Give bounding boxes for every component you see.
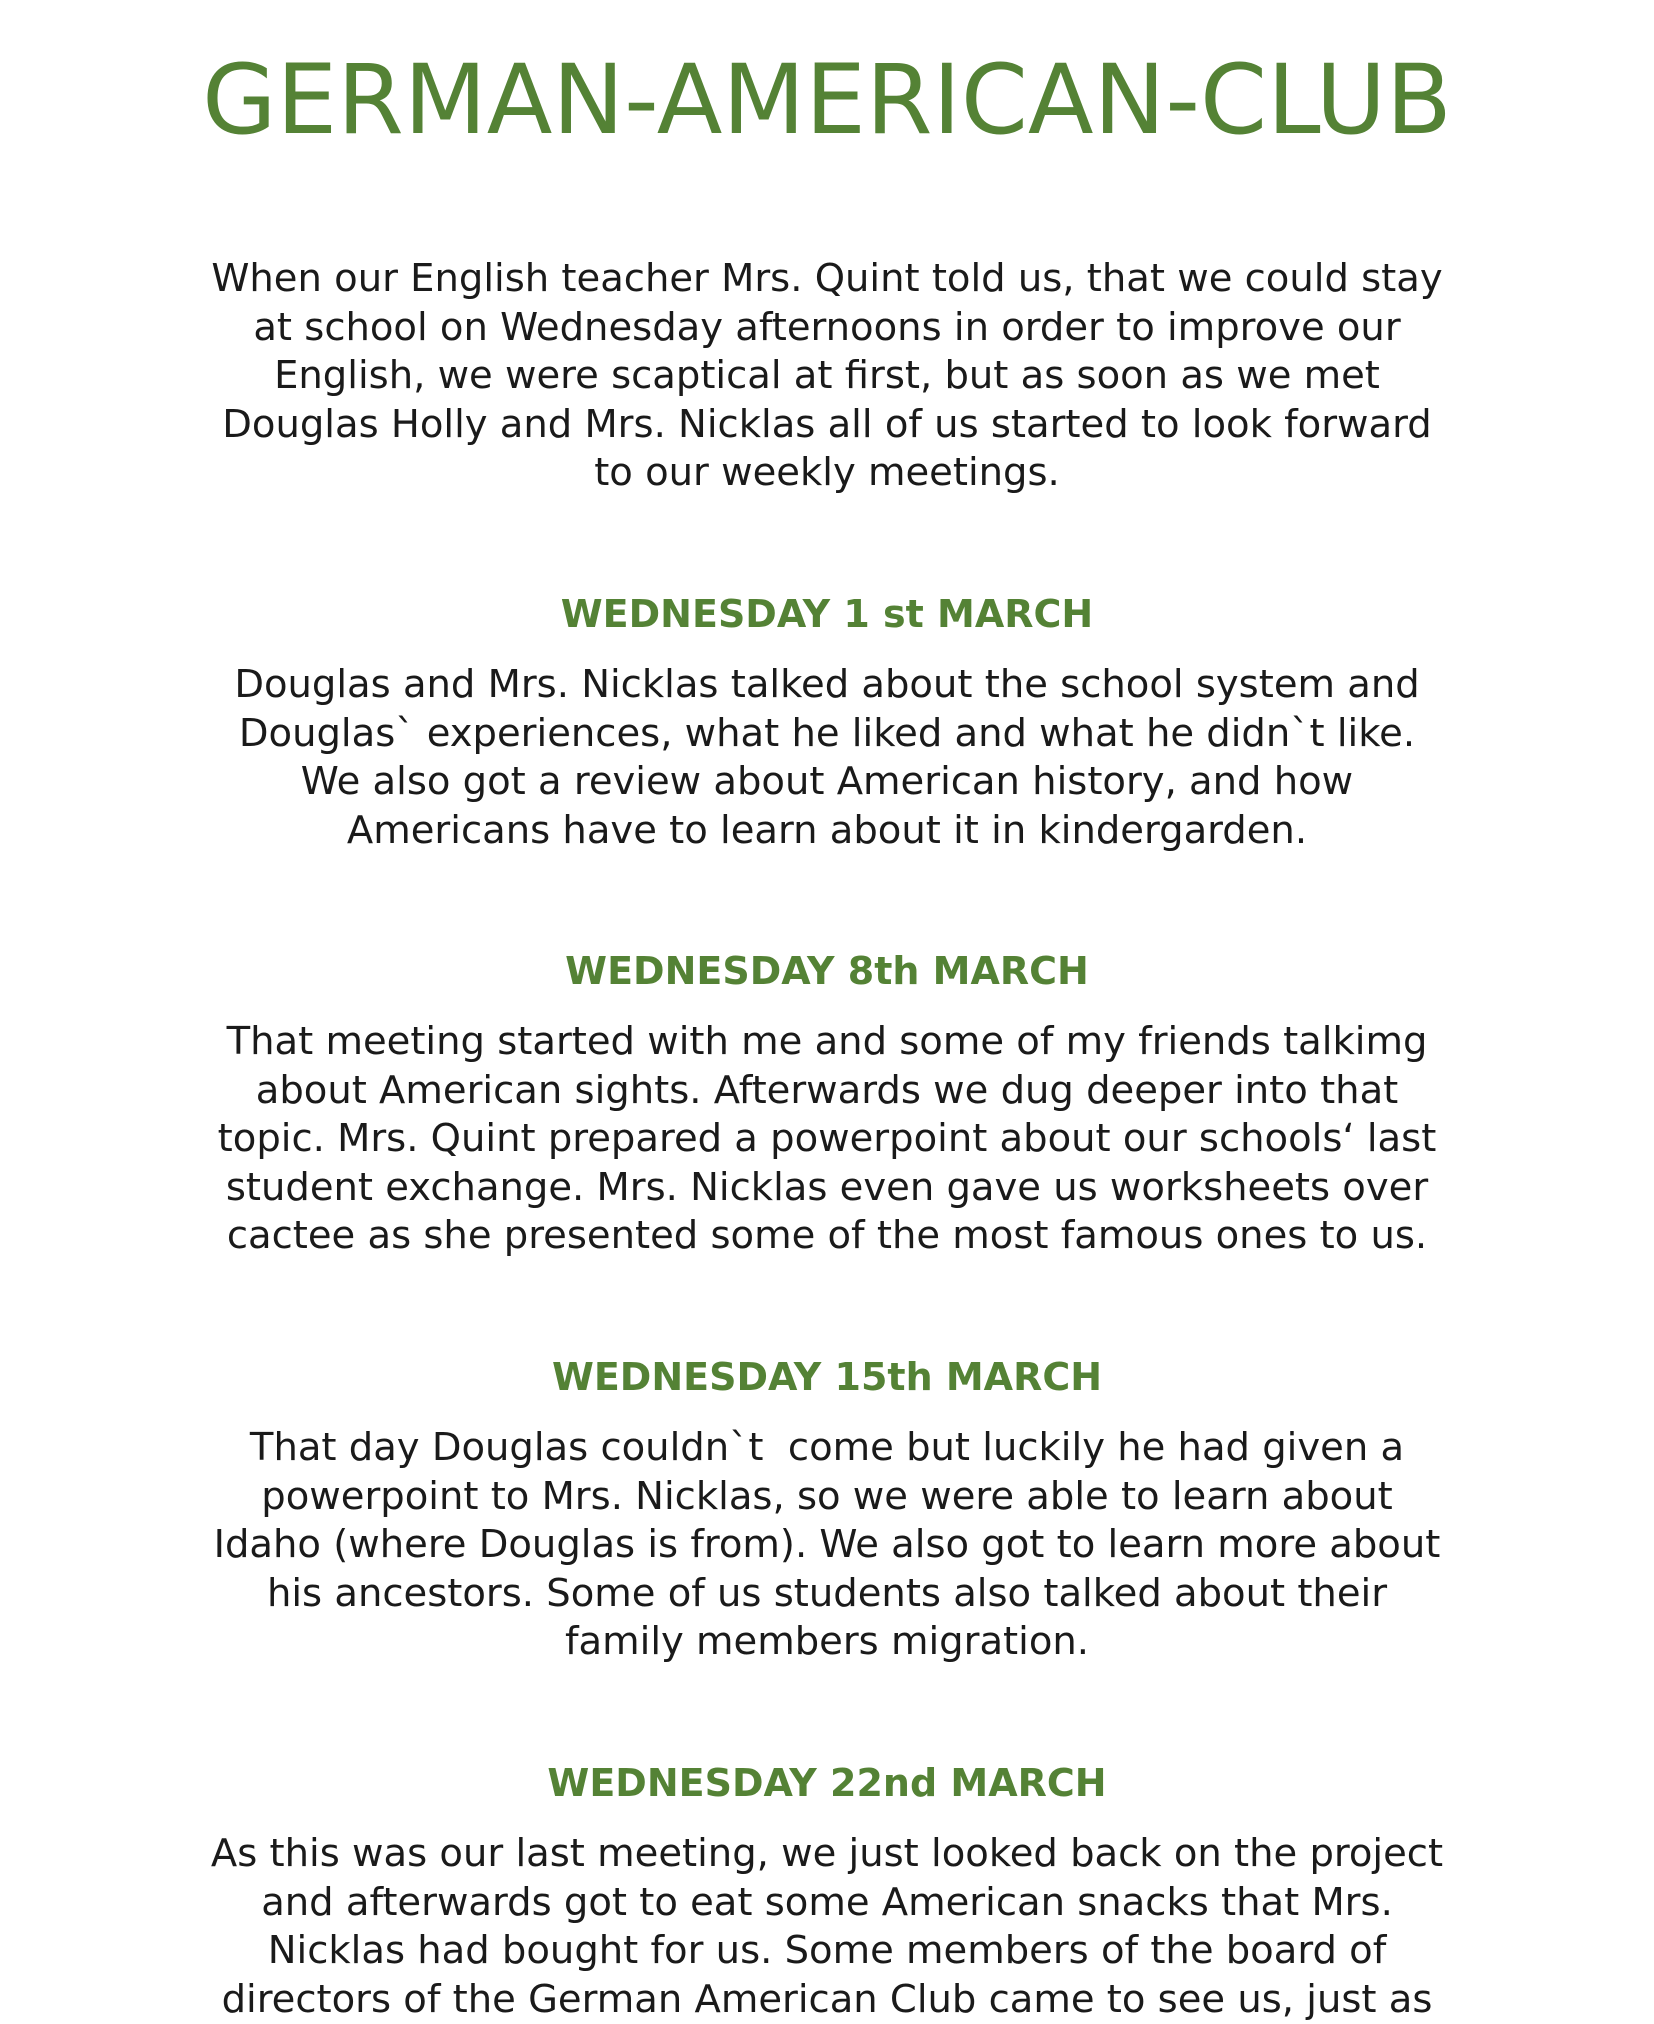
section-paragraph-march-22 [0,1830,1654,2024]
paragraph-line: directors of the German American Club came to see us, just as [0,1976,1654,2024]
paragraph-line: Douglas Holly and Mrs. Nicklas all of us started to look forward [0,401,1654,450]
paragraph-line: That meeting started with me and some of my friends talkimg [0,1018,1654,1067]
paragraph-line: Douglas` experiences, what he liked and what he didn`t like. [0,710,1654,759]
paragraph-line: and afterwards got to eat some American snacks that Mrs. [0,1879,1654,1928]
paragraph-line: We also got a review about American history, and how [0,758,1654,807]
intro-paragraph [0,255,1654,498]
paragraph-line: Douglas and Mrs. Nicklas talked about the school system and [0,661,1654,710]
paragraph-line: student exchange. Mrs. Nicklas even gave us worksheets over [0,1164,1654,1213]
section-heading-march-15: WEDNESDAY 15th MARCH [0,1354,1654,1400]
section-heading-march-1: WEDNESDAY 1 st MARCH [0,591,1654,637]
paragraph-line: topic. Mrs. Quint prepared a powerpoint about our schools‘ last [0,1115,1654,1164]
section-paragraph-march-8 [0,1018,1654,1261]
paragraph-line: powerpoint to Mrs. Nicklas, so we were able to learn about [0,1473,1654,1522]
paragraph-line: about American sights. Afterwards we dug deeper into that [0,1067,1654,1116]
section-heading-march-8: WEDNESDAY 8th MARCH [0,948,1654,994]
page-title: GERMAN-AMERICAN-CLUB [0,44,1654,156]
section-paragraph-march-15 [0,1424,1654,1667]
paragraph-line: When our English teacher Mrs. Quint told us, that we could stay [0,255,1654,304]
paragraph-line: family members migration. [0,1618,1654,1667]
paragraph-line: Idaho (where Douglas is from). We also got to learn more about [0,1521,1654,1570]
paragraph-line: cactee as she presented some of the most famous ones to us. [0,1212,1654,1261]
paragraph-line: his ancestors. Some of us students also talked about their [0,1570,1654,1619]
section-heading-march-22: WEDNESDAY 22nd MARCH [0,1760,1654,1806]
paragraph-line: Nicklas had bought for us. Some members of the board of [0,1927,1654,1976]
paragraph-line: at school on Wednesday afternoons in order to improve our [0,304,1654,353]
paragraph-line: That day Douglas couldn`t come but luckily he had given a [0,1424,1654,1473]
paragraph-line: Americans have to learn about it in kindergarden. [0,807,1654,856]
section-paragraph-march-1 [0,661,1654,855]
paragraph-line: to our weekly meetings. [0,449,1654,498]
paragraph-line: English, we were scaptical at first, but as soon as we met [0,352,1654,401]
paragraph-line: As this was our last meeting, we just looked back on the project [0,1830,1654,1879]
